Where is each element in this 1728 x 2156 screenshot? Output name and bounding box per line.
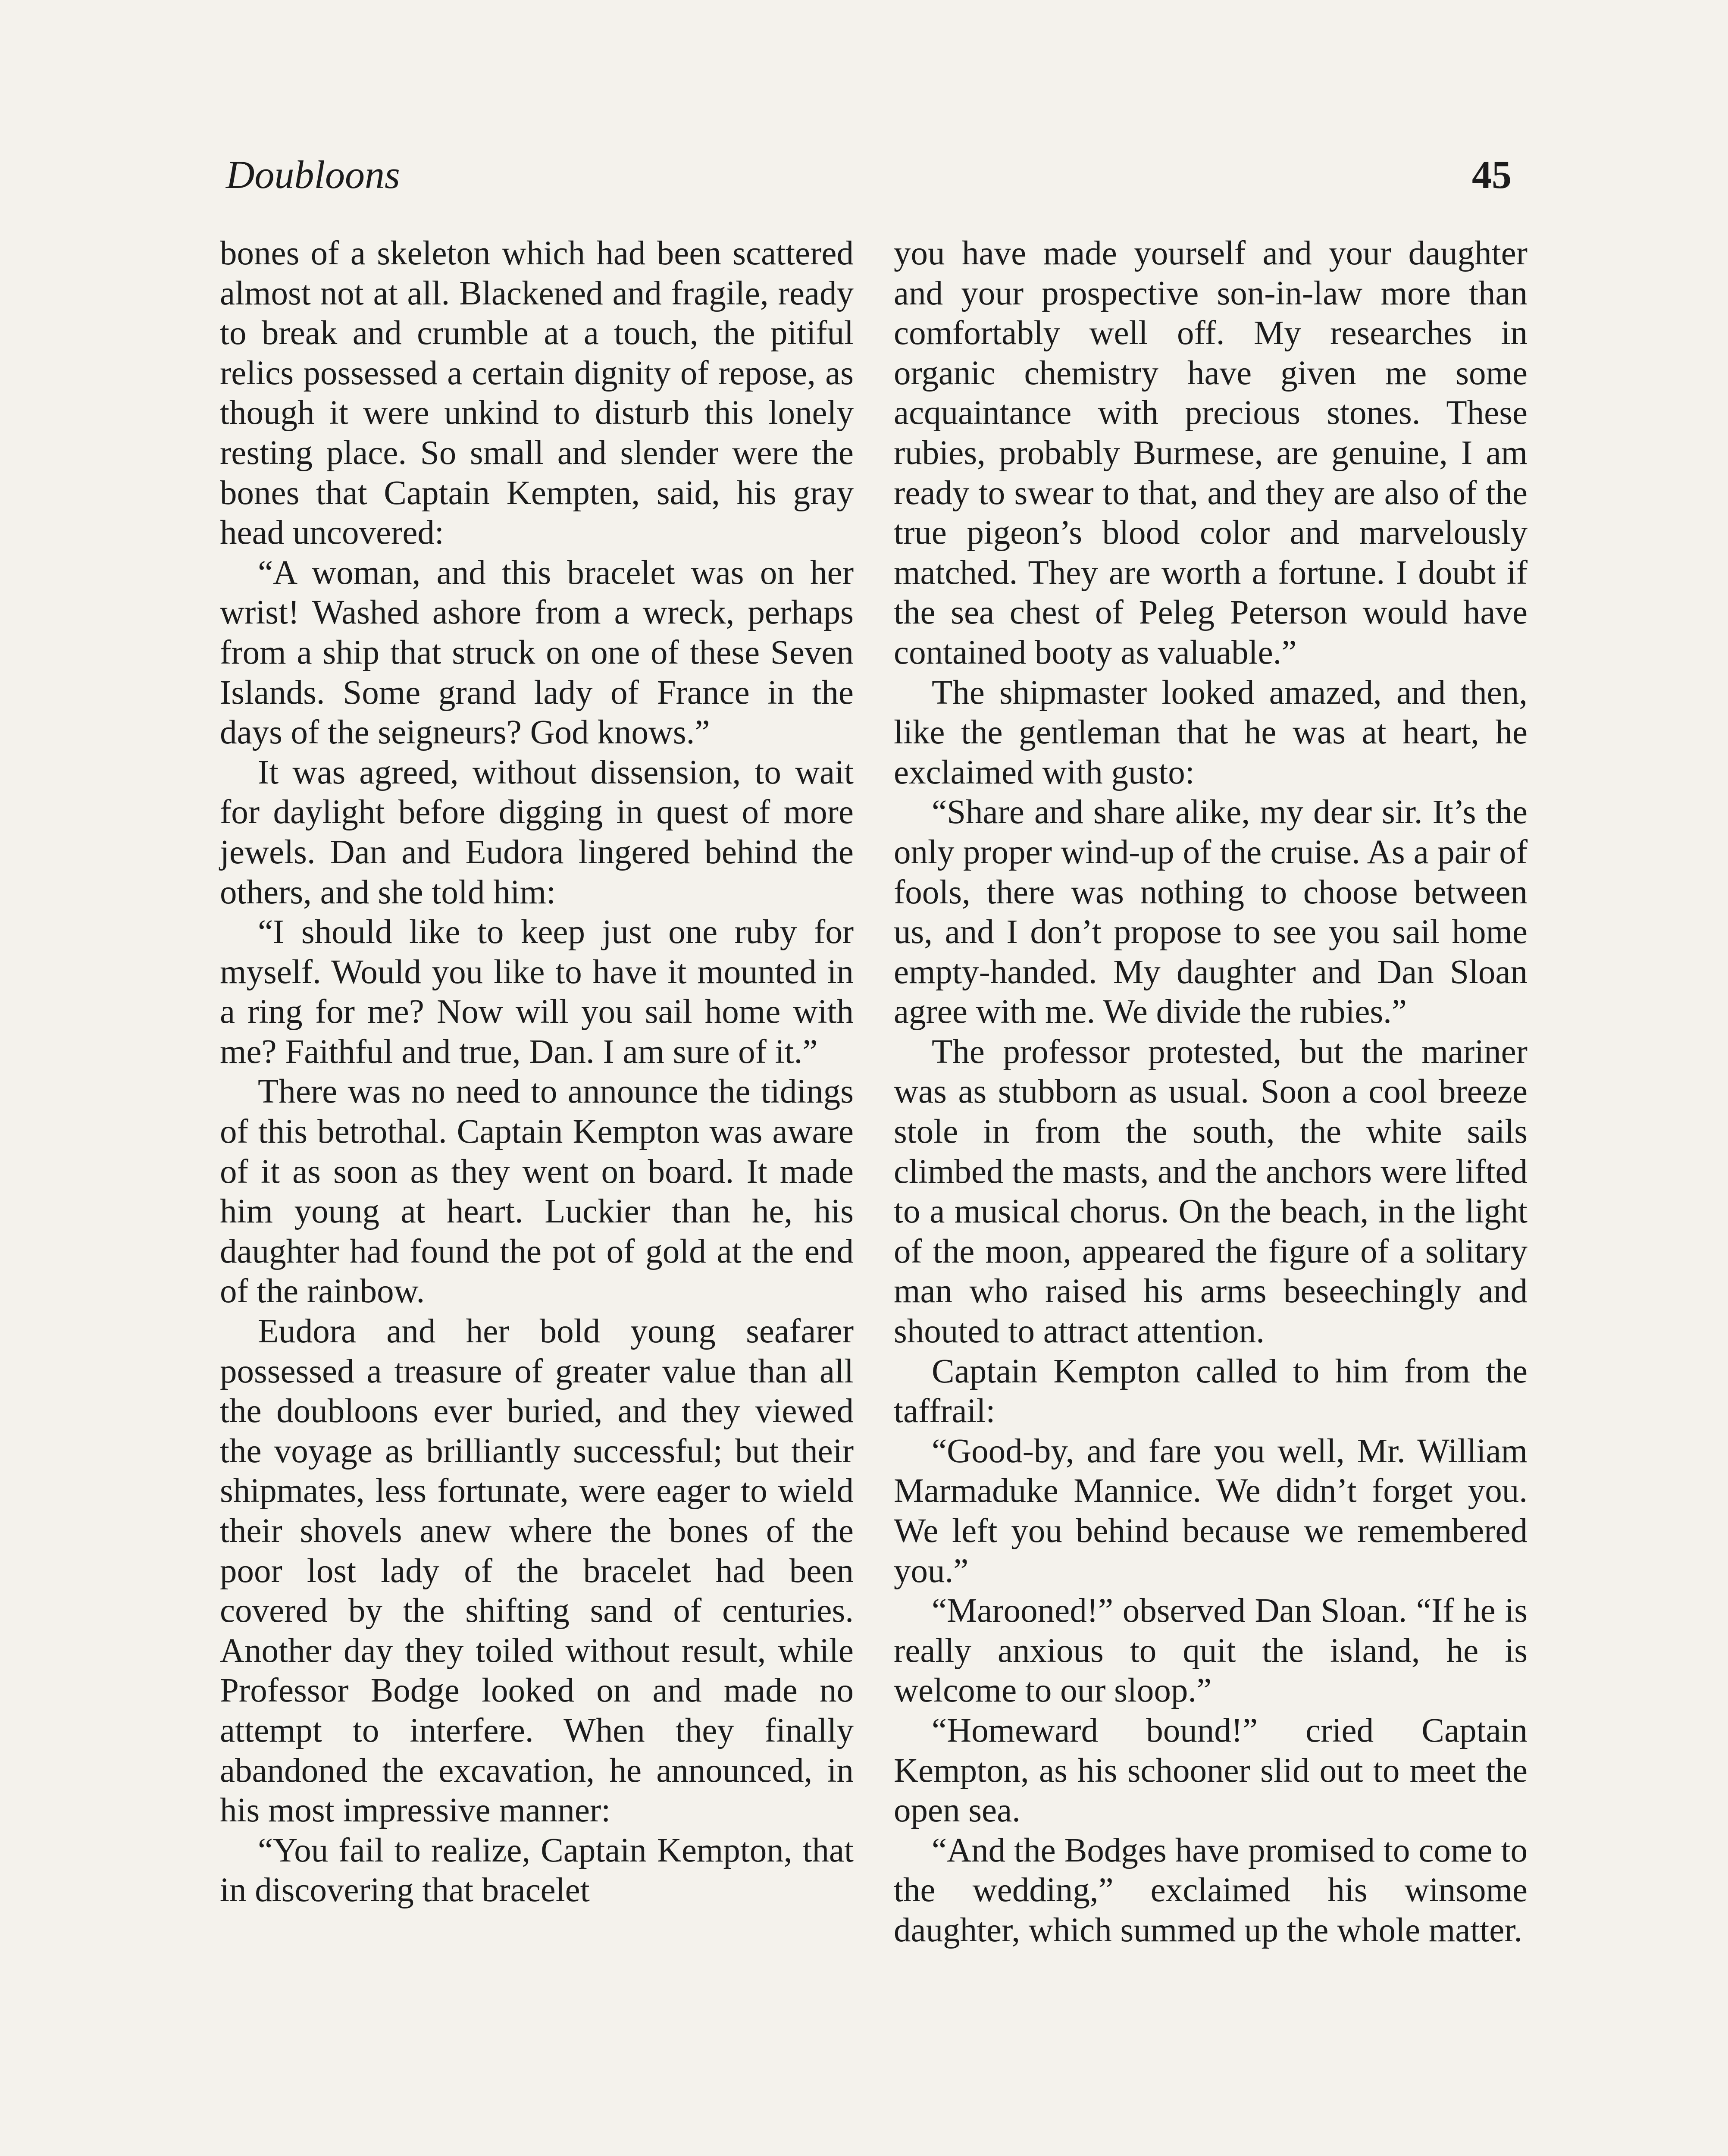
paragraph: Eudora and her bold young seafarer possessed a treasure of greater value than all the doubloons ever buried, and they viewed the voyage as brilliantly successful; but their shipmates, less fortunate, were eager to wield their shovels anew where the bones of the poor lost lady of the bracelet had been covered by the shifting sand of centuries. Another day they toiled without result, while Professor Bodge looked on and made no attempt to interfere. When they finally abandoned the excavation, he announced, in his most impressive manner: — [220, 1313, 854, 1830]
paragraph: It was agreed, without dissension, to wait for daylight before digging in quest of more jewels. Dan and Eudora lingered behind the others, and she told him: — [220, 753, 854, 911]
paragraph: bones of a skeleton which had been scattered almost not at all. Blackened and fragile, ready to break and crumble at a touch, the pitiful relics possessed a certain dignity of repose, as though it were unkind to disturb this lonely resting place. So small and slender were the bones that Captain Kempten, said, his gray head uncovered: — [220, 235, 854, 552]
paragraph: “Homeward bound!” cried Captain Kempton, as his schooner slid out to meet the open sea. — [894, 1711, 1528, 1830]
paragraph: “I should like to keep just one ruby for myself. Would you like to have it mounted in a ring for me? Now will you sail home with me? Faithful and true, Dan. I am sure of it.” — [220, 913, 854, 1071]
paragraph: The shipmaster looked amazed, and then, like the gentleman that he was at heart, he exclaimed with gusto: — [894, 674, 1528, 791]
paragraph: “Marooned!” observed Dan Sloan. “If he is really anxious to quit the island, he is welcome to our sloop.” — [894, 1592, 1528, 1710]
paragraph: The professor protested, but the mariner was as stubborn as usual. Soon a cool breeze stole in from the south, the white sails climbed the masts, and the anchors were lifted to a musical chorus. On the beach, in the light of the moon, appeared the figure of a solitary man who raised his arms beseechingly and shouted to attract attention. — [894, 1033, 1528, 1351]
left-column — [220, 234, 854, 1911]
right-column — [894, 234, 1528, 1951]
paragraph: Captain Kempton called to him from the taffrail: — [894, 1352, 1528, 1430]
paragraph: “A woman, and this bracelet was on her wrist! Washed ashore from a wreck, perhaps from a ship that struck on one of these Seven Islands. Some grand lady of France in the days of the seigneurs? God knows.” — [220, 554, 854, 752]
paragraph: you have made yourself and your daughter and your prospective son-in-law more than comfortably well off. My researches in organic chemistry have given me some acquaintance with precious stones. These rubies, probably Burmese, are genuine, I am ready to swear to that, and they are also of the true pigeon’s blood color and marvelously matched. They are worth a fortune. I doubt if the sea chest of Peleg Peterson would have contained booty as valuable.” — [894, 235, 1528, 671]
paragraph: “You fail to realize, Captain Kempton, that in discovering that bracelet — [220, 1831, 854, 1909]
paragraph: “And the Bodges have promised to come to the wedding,” exclaimed his winsome daughter, which summed up the whole matter. — [894, 1831, 1528, 1949]
paragraph: “Share and share alike, my dear sir. It’s the only proper wind-up of the cruise. As a pair of fools, there was nothing to choose between us, and I don’t propose to see you sail home empty-handed. My daughter and Dan Sloan agree with me. We divide the rubies.” — [894, 793, 1528, 1031]
paragraph: There was no need to announce the tidings of this betrothal. Captain Kempton was aware of it as soon as they went on board. It made him young at heart. Luckier than he, his daughter had found the pot of gold at the end of the rainbow. — [220, 1073, 854, 1310]
paragraph: “Good-by, and fare you well, Mr. William Marmaduke Mannice. We didn’t forget you. We left you behind because we remembered you.” — [894, 1432, 1528, 1590]
page-number: 45 — [1472, 153, 1512, 197]
running-title: Doubloons — [226, 153, 400, 197]
